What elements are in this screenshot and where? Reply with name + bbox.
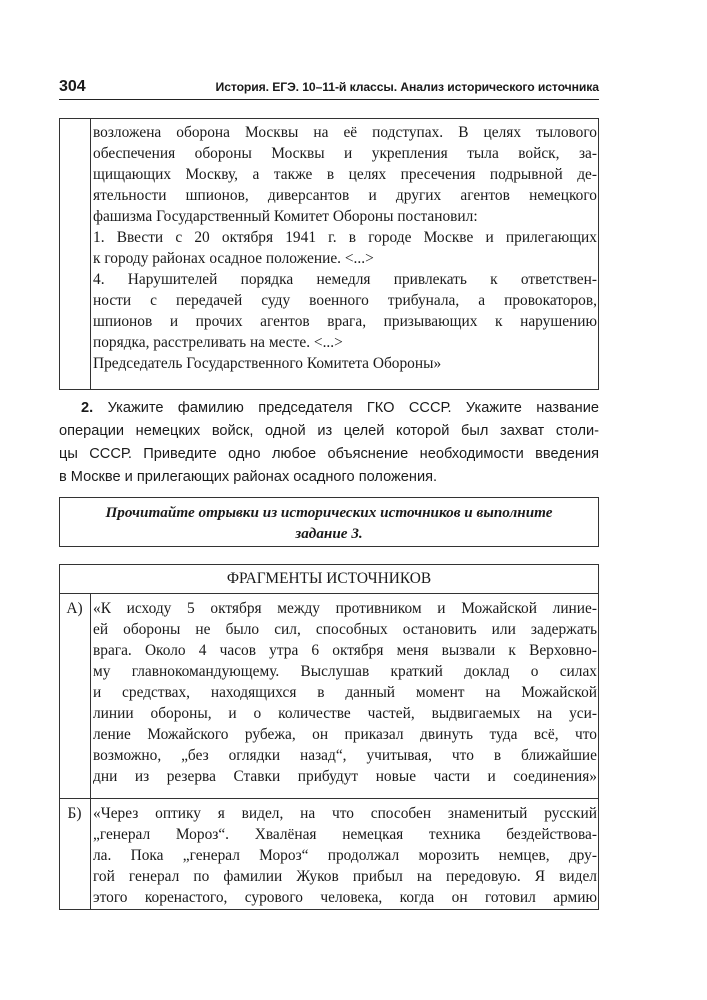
fragment-line: дни из резерва Ставки прибудут новые части и соединения» — [93, 768, 597, 785]
fragment-line: ла. Пока „генерал Мороз“ продолжал морозить немцев, дру- — [93, 847, 597, 864]
source-line: 1. Ввести с 20 октября 1941 г. в городе Москве и прилегающих — [93, 229, 597, 246]
source-line: щищающих Москву, а также в целях пресечения подрывной де- — [93, 166, 597, 183]
fragment-line: врага. Около 4 часов утра 6 октября меня вызвали к Верховно- — [93, 642, 597, 659]
fragment-label-a: А) — [66, 600, 83, 617]
fragment-line: и средствах, находящихся в данный момент на Можайской — [93, 684, 597, 701]
fragment-line: «Через оптику я видел, на что способен знаменитый русский — [93, 805, 597, 822]
source-line: шпионов и прочих агентов врага, призывающих к нарушению — [93, 313, 597, 330]
fragment-line: линии обороны, и о количестве частей, выдвигаемых на уси- — [93, 705, 597, 722]
source-line: к городу районах осадное положение. <...> — [93, 250, 374, 267]
fragment-line: возможно, „без оглядки назад“, учитывая, что в ближайшие — [93, 747, 597, 764]
task-line: в Москве и прилегающих районах осадного положения. — [59, 469, 438, 485]
fragment-line: гой генерал по фамилии Жуков прибыл на передовую. Я видел — [93, 868, 597, 885]
fragment-line: ей обороны не было сил, способных остановить или задержать — [93, 621, 597, 638]
source-line: 4. Нарушителей порядка немедля привлекать к ответствен- — [93, 271, 597, 288]
fragment-line: му главнокомандующему. Выслушав краткий доклад о силах — [93, 663, 597, 680]
task-line: Укажите фамилию председателя ГКО СССР. Укажите название — [107, 400, 599, 416]
fragments-title: ФРАГМЕНТЫ ИСТОЧНИКОВ — [226, 570, 432, 587]
task-line: операции немецких войск, одной из целей которой был захват столи- — [59, 423, 599, 439]
source-line: возложена оборона Москвы на её подступах. В целях тылового — [93, 124, 597, 141]
running-title: История. ЕГЭ. 10–11-й классы. Анализ исторического источника — [215, 80, 599, 94]
instruction-line: Прочитайте отрывки из исторических источников и выполните — [105, 504, 553, 521]
source-line: фашизма Государственный Комитет Обороны постановил: — [93, 208, 478, 225]
fragment-line: «К исходу 5 октября между противником и Можайской линие- — [93, 600, 597, 617]
fragment-label-b: Б) — [67, 805, 82, 822]
source-line: Председатель Государственного Комитета Обороны» — [93, 355, 442, 372]
source-line: ятельности шпионов, диверсантов и других агентов немецкого — [93, 187, 597, 204]
page-number: 304 — [59, 78, 86, 95]
page-header — [59, 77, 599, 100]
instruction-line: задание 3. — [295, 525, 363, 542]
source-line: порядка, расстреливать на месте. <...> — [93, 334, 343, 351]
fragment-line: этого коренастого, сурового человека, когда он готовил армию — [93, 889, 597, 906]
task-line: цы СССР. Приведите одно любое объяснение необходимости введения — [59, 446, 599, 462]
source-line: ности с передачей суду военного трибунала, а провокаторов, — [93, 292, 597, 309]
task-number: 2. — [81, 400, 94, 416]
instruction-box — [59, 497, 599, 547]
fragment-line: „генерал Мороз“. Хвалёная немецкая техника бездействова- — [93, 826, 597, 843]
source-line: обеспечения обороны Москвы и укрепления тыла войск, за- — [93, 145, 597, 162]
fragment-line: ление Можайского рубежа, он приказал двинуть туда всё, что — [93, 726, 597, 743]
